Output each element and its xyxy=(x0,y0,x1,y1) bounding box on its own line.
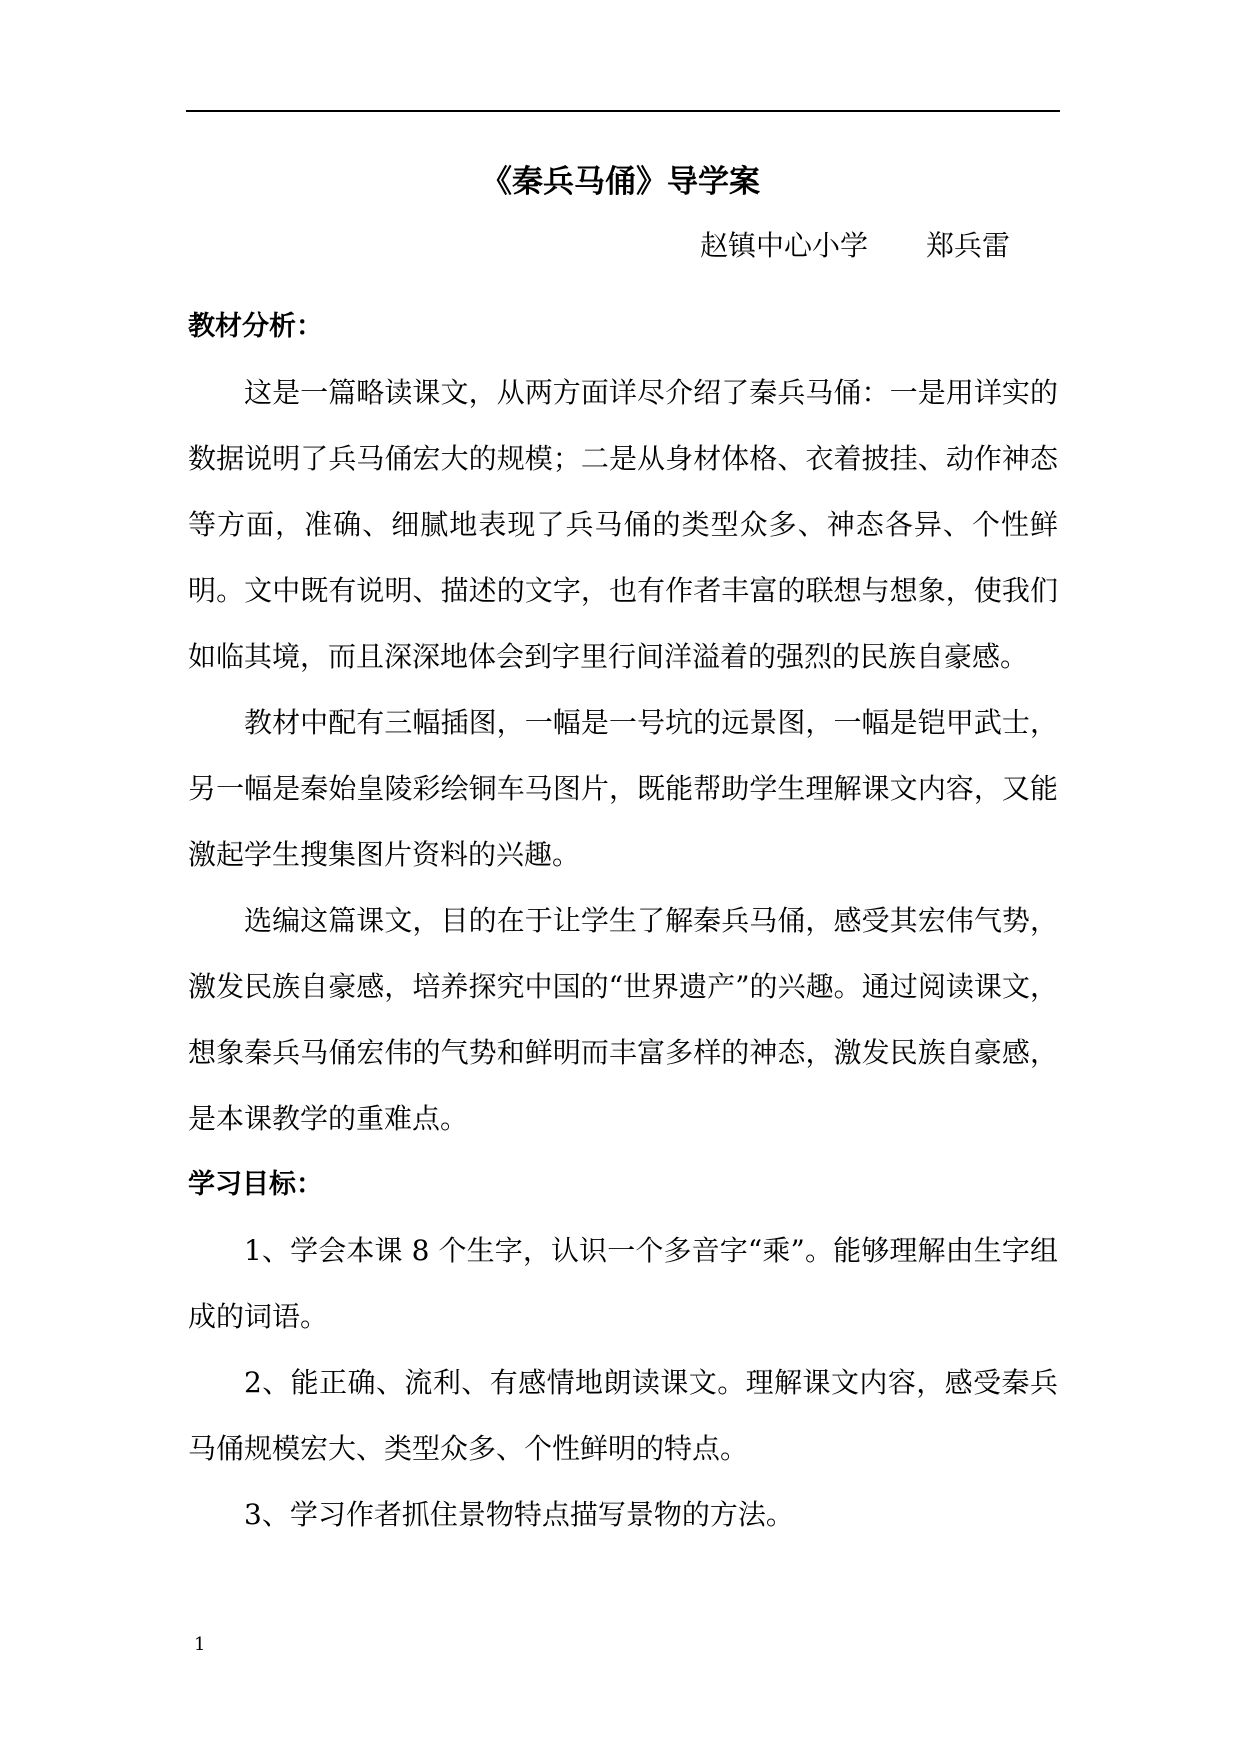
byline xyxy=(700,226,1010,266)
document-body xyxy=(188,294,1058,1548)
section-heading-textbook-analysis: 教材分析： xyxy=(188,311,323,342)
document-title: 《秦兵马俑》导学案 xyxy=(481,164,760,200)
paragraph: 选编这篇课文，目的在于让学生了解秦兵马俑，感受其宏伟气势，激发民族自豪感，培养探究中国的“世界遗产”的兴趣。通过阅读课文，想象秦兵马俑宏伟的气势和鲜明而丰富多样的神态，激发民族自豪感，是本课教学的重难点。 xyxy=(188,904,1058,1135)
goal-item: 1、学会本课 8 个生字，认识一个多音字“乘”。能够理解由生字组成的词语。 xyxy=(188,1234,1058,1333)
goal-item: 3、学习作者抓住景物特点描写景物的方法。 xyxy=(244,1498,794,1531)
school-name: 赵镇中心小学 xyxy=(700,229,869,262)
section-heading-learning-goals: 学习目标： xyxy=(188,1169,323,1200)
paragraph: 教材中配有三幅插图，一幅是一号坑的远景图，一幅是铠甲武士，另一幅是秦始皇陵彩绘铜车马图片，既能帮助学生理解课文内容，又能激起学生搜集图片资料的兴趣。 xyxy=(188,706,1058,871)
paragraph: 这是一篇略读课文，从两方面详尽介绍了秦兵马俑：一是用详实的数据说明了兵马俑宏大的规模；二是从身材体格、衣着披挂、动作神态等方面，准确、细腻地表现了兵马俑的类型众多、神态各异、个性鲜明。文中既有说明、描述的文字，也有作者丰富的联想与想象，使我们如临其境，而且深深地体会到字里行间洋溢着的强烈的民族自豪感。 xyxy=(188,376,1058,673)
author-name: 郑兵雷 xyxy=(926,229,1011,262)
header-rule xyxy=(186,110,1060,112)
goal-item: 2、能正确、流利、有感情地朗读课文。理解课文内容，感受秦兵马俑规模宏大、类型众多、个性鲜明的特点。 xyxy=(188,1366,1058,1465)
page-number: 1 xyxy=(194,1634,206,1655)
